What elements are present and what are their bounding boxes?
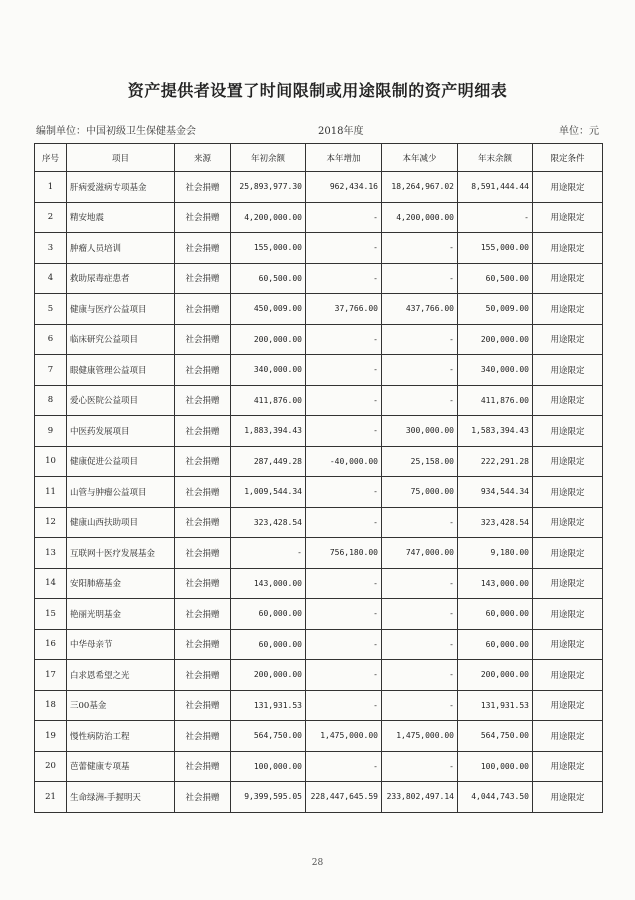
opening-balance-cell: 323,428.54 (231, 507, 306, 538)
restriction-type-cell: 用途限定 (533, 477, 603, 508)
closing-balance-cell: 60,500.00 (458, 263, 533, 294)
row-index-cell: 11 (35, 477, 67, 508)
table-row (35, 294, 603, 325)
opening-balance-cell: 450,009.00 (231, 294, 306, 325)
restriction-type-cell: 用途限定 (533, 416, 603, 447)
restriction-type-cell: 用途限定 (533, 538, 603, 569)
table-header-row (35, 144, 603, 172)
closing-balance-cell: 50,009.00 (458, 294, 533, 325)
annual-increase-cell: -40,000.00 (306, 446, 382, 477)
project-name-cell: 肿瘤人员培训 (67, 233, 175, 264)
annual-decrease-cell: - (382, 385, 458, 416)
table-row (35, 629, 603, 660)
restriction-type-cell: 用途限定 (533, 782, 603, 813)
header-opening-balance: 年初余额 (231, 144, 306, 172)
annual-increase-cell: - (306, 660, 382, 691)
opening-balance-cell: 200,000.00 (231, 324, 306, 355)
restriction-type-cell: 用途限定 (533, 294, 603, 325)
restriction-type-cell: 用途限定 (533, 568, 603, 599)
funding-source-cell: 社会捐赠 (175, 538, 231, 569)
closing-balance-cell: 9,180.00 (458, 538, 533, 569)
annual-increase-cell: - (306, 599, 382, 630)
funding-source-cell: 社会捐赠 (175, 751, 231, 782)
header-index: 序号 (35, 144, 67, 172)
project-name-cell: 肝病爱滋病专项基金 (67, 172, 175, 203)
funding-source-cell: 社会捐赠 (175, 568, 231, 599)
funding-source-cell: 社会捐赠 (175, 599, 231, 630)
annual-decrease-cell: - (382, 690, 458, 721)
project-name-cell: 三00基金 (67, 690, 175, 721)
annual-decrease-cell: - (382, 751, 458, 782)
opening-balance-cell: 143,000.00 (231, 568, 306, 599)
opening-balance-cell: 564,750.00 (231, 721, 306, 752)
closing-balance-cell: - (458, 202, 533, 233)
funding-source-cell: 社会捐赠 (175, 385, 231, 416)
annual-decrease-cell: 75,000.00 (382, 477, 458, 508)
annual-increase-cell: - (306, 690, 382, 721)
closing-balance-cell: 8,591,444.44 (458, 172, 533, 203)
annual-decrease-cell: 25,158.00 (382, 446, 458, 477)
closing-balance-cell: 200,000.00 (458, 660, 533, 691)
project-name-cell: 生命绿洲-手握明天 (67, 782, 175, 813)
row-index-cell: 3 (35, 233, 67, 264)
project-name-cell: 爱心医院公益项目 (67, 385, 175, 416)
funding-source-cell: 社会捐赠 (175, 324, 231, 355)
table-row (35, 233, 603, 264)
funding-source-cell: 社会捐赠 (175, 172, 231, 203)
annual-increase-cell: - (306, 233, 382, 264)
annual-increase-cell: - (306, 202, 382, 233)
annual-increase-cell: 962,434.16 (306, 172, 382, 203)
annual-increase-cell: - (306, 263, 382, 294)
annual-increase-cell: - (306, 629, 382, 660)
table-row (35, 538, 603, 569)
funding-source-cell: 社会捐赠 (175, 721, 231, 752)
annual-increase-cell: 37,766.00 (306, 294, 382, 325)
annual-decrease-cell: - (382, 507, 458, 538)
annual-decrease-cell: - (382, 629, 458, 660)
closing-balance-cell: 131,931.53 (458, 690, 533, 721)
table-row (35, 172, 603, 203)
project-name-cell: 健康促进公益项目 (67, 446, 175, 477)
table-row (35, 507, 603, 538)
header-restriction: 限定条件 (533, 144, 603, 172)
annual-decrease-cell: - (382, 324, 458, 355)
row-index-cell: 4 (35, 263, 67, 294)
opening-balance-cell: 1,009,544.34 (231, 477, 306, 508)
closing-balance-cell: 4,044,743.50 (458, 782, 533, 813)
funding-source-cell: 社会捐赠 (175, 233, 231, 264)
annual-decrease-cell: - (382, 599, 458, 630)
annual-decrease-cell: 18,264,967.02 (382, 172, 458, 203)
row-index-cell: 12 (35, 507, 67, 538)
row-index-cell: 17 (35, 660, 67, 691)
project-name-cell: 健康与医疗公益项目 (67, 294, 175, 325)
project-name-cell: 眼健康管理公益项目 (67, 355, 175, 386)
opening-balance-cell: 9,399,595.05 (231, 782, 306, 813)
table-row (35, 202, 603, 233)
restricted-assets-table (34, 143, 603, 813)
table-row (35, 782, 603, 813)
annual-increase-cell: - (306, 751, 382, 782)
funding-source-cell: 社会捐赠 (175, 690, 231, 721)
annual-increase-cell: - (306, 385, 382, 416)
row-index-cell: 2 (35, 202, 67, 233)
table-row (35, 568, 603, 599)
funding-source-cell: 社会捐赠 (175, 477, 231, 508)
restriction-type-cell: 用途限定 (533, 599, 603, 630)
annual-increase-cell: - (306, 355, 382, 386)
project-name-cell: 艳丽光明基金 (67, 599, 175, 630)
opening-balance-cell: 411,876.00 (231, 385, 306, 416)
project-name-cell: 白求恩希望之光 (67, 660, 175, 691)
annual-decrease-cell: 1,475,000.00 (382, 721, 458, 752)
opening-balance-cell: - (231, 538, 306, 569)
row-index-cell: 21 (35, 782, 67, 813)
annual-decrease-cell: 300,000.00 (382, 416, 458, 447)
row-index-cell: 14 (35, 568, 67, 599)
annual-decrease-cell: - (382, 233, 458, 264)
funding-source-cell: 社会捐赠 (175, 782, 231, 813)
restriction-type-cell: 用途限定 (533, 263, 603, 294)
table-row (35, 477, 603, 508)
table-row (35, 690, 603, 721)
restriction-type-cell: 用途限定 (533, 751, 603, 782)
table-row (35, 355, 603, 386)
closing-balance-cell: 564,750.00 (458, 721, 533, 752)
project-name-cell: 芭蕾健康专项基 (67, 751, 175, 782)
opening-balance-cell: 155,000.00 (231, 233, 306, 264)
header-decrease: 本年减少 (382, 144, 458, 172)
closing-balance-cell: 411,876.00 (458, 385, 533, 416)
restriction-type-cell: 用途限定 (533, 507, 603, 538)
restriction-type-cell: 用途限定 (533, 385, 603, 416)
closing-balance-cell: 222,291.28 (458, 446, 533, 477)
annual-increase-cell: - (306, 477, 382, 508)
restriction-type-cell: 用途限定 (533, 324, 603, 355)
restriction-type-cell: 用途限定 (533, 629, 603, 660)
page-title: 资产提供者设置了时间限制或用途限制的资产明细表 (127, 81, 508, 100)
funding-source-cell: 社会捐赠 (175, 416, 231, 447)
currency-unit-label: 单位：元 (559, 126, 599, 137)
header-closing-balance: 年末余额 (458, 144, 533, 172)
header-increase: 本年增加 (306, 144, 382, 172)
row-index-cell: 7 (35, 355, 67, 386)
header-project: 项目 (67, 144, 175, 172)
row-index-cell: 15 (35, 599, 67, 630)
annual-decrease-cell: - (382, 568, 458, 599)
project-name-cell: 健康山西扶助项目 (67, 507, 175, 538)
restriction-type-cell: 用途限定 (533, 690, 603, 721)
restriction-type-cell: 用途限定 (533, 202, 603, 233)
closing-balance-cell: 155,000.00 (458, 233, 533, 264)
table-row (35, 599, 603, 630)
table-row (35, 660, 603, 691)
row-index-cell: 18 (35, 690, 67, 721)
header-source: 来源 (175, 144, 231, 172)
row-index-cell: 9 (35, 416, 67, 447)
opening-balance-cell: 200,000.00 (231, 660, 306, 691)
closing-balance-cell: 934,544.34 (458, 477, 533, 508)
row-index-cell: 6 (35, 324, 67, 355)
funding-source-cell: 社会捐赠 (175, 507, 231, 538)
table-row (35, 446, 603, 477)
opening-balance-cell: 340,000.00 (231, 355, 306, 386)
opening-balance-cell: 1,883,394.43 (231, 416, 306, 447)
closing-balance-cell: 340,000.00 (458, 355, 533, 386)
opening-balance-cell: 287,449.28 (231, 446, 306, 477)
opening-balance-cell: 60,000.00 (231, 629, 306, 660)
funding-source-cell: 社会捐赠 (175, 446, 231, 477)
table-row (35, 721, 603, 752)
row-index-cell: 5 (35, 294, 67, 325)
closing-balance-cell: 200,000.00 (458, 324, 533, 355)
project-name-cell: 救助尿毒症患者 (67, 263, 175, 294)
annual-increase-cell: 1,475,000.00 (306, 721, 382, 752)
restriction-type-cell: 用途限定 (533, 721, 603, 752)
annual-decrease-cell: - (382, 660, 458, 691)
table-row (35, 324, 603, 355)
opening-balance-cell: 131,931.53 (231, 690, 306, 721)
annual-decrease-cell: 4,200,000.00 (382, 202, 458, 233)
annual-increase-cell: - (306, 568, 382, 599)
restriction-type-cell: 用途限定 (533, 172, 603, 203)
opening-balance-cell: 25,893,977.30 (231, 172, 306, 203)
organization-label: 编制单位：中国初级卫生保健基金会 (36, 126, 196, 137)
closing-balance-cell: 100,000.00 (458, 751, 533, 782)
funding-source-cell: 社会捐赠 (175, 263, 231, 294)
table-row (35, 385, 603, 416)
opening-balance-cell: 60,000.00 (231, 599, 306, 630)
row-index-cell: 16 (35, 629, 67, 660)
project-name-cell: 安阳肺癌基金 (67, 568, 175, 599)
opening-balance-cell: 100,000.00 (231, 751, 306, 782)
table-row (35, 263, 603, 294)
table-row (35, 751, 603, 782)
funding-source-cell: 社会捐赠 (175, 202, 231, 233)
opening-balance-cell: 4,200,000.00 (231, 202, 306, 233)
project-name-cell: 山管与肿瘤公益项目 (67, 477, 175, 508)
restriction-type-cell: 用途限定 (533, 446, 603, 477)
table-row (35, 416, 603, 447)
annual-increase-cell: - (306, 507, 382, 538)
fiscal-year-label: 2018年度 (318, 126, 364, 137)
closing-balance-cell: 143,000.00 (458, 568, 533, 599)
annual-decrease-cell: 233,802,497.14 (382, 782, 458, 813)
row-index-cell: 1 (35, 172, 67, 203)
annual-increase-cell: 756,180.00 (306, 538, 382, 569)
annual-increase-cell: - (306, 416, 382, 447)
project-name-cell: 精安地震 (67, 202, 175, 233)
restriction-type-cell: 用途限定 (533, 355, 603, 386)
row-index-cell: 19 (35, 721, 67, 752)
restriction-type-cell: 用途限定 (533, 660, 603, 691)
funding-source-cell: 社会捐赠 (175, 660, 231, 691)
project-name-cell: 中医药发展项目 (67, 416, 175, 447)
restriction-type-cell: 用途限定 (533, 233, 603, 264)
funding-source-cell: 社会捐赠 (175, 629, 231, 660)
annual-decrease-cell: 747,000.00 (382, 538, 458, 569)
annual-increase-cell: 228,447,645.59 (306, 782, 382, 813)
annual-decrease-cell: - (382, 263, 458, 294)
closing-balance-cell: 1,583,394.43 (458, 416, 533, 447)
project-name-cell: 临床研究公益项目 (67, 324, 175, 355)
row-index-cell: 20 (35, 751, 67, 782)
row-index-cell: 8 (35, 385, 67, 416)
row-index-cell: 13 (35, 538, 67, 569)
project-name-cell: 互联网十医疗发展基金 (67, 538, 175, 569)
page-number: 28 (311, 858, 324, 868)
closing-balance-cell: 60,000.00 (458, 599, 533, 630)
row-index-cell: 10 (35, 446, 67, 477)
closing-balance-cell: 323,428.54 (458, 507, 533, 538)
funding-source-cell: 社会捐赠 (175, 294, 231, 325)
project-name-cell: 慢性病防治工程 (67, 721, 175, 752)
annual-increase-cell: - (306, 324, 382, 355)
annual-decrease-cell: - (382, 355, 458, 386)
closing-balance-cell: 60,000.00 (458, 629, 533, 660)
opening-balance-cell: 60,500.00 (231, 263, 306, 294)
project-name-cell: 中华母亲节 (67, 629, 175, 660)
annual-decrease-cell: 437,766.00 (382, 294, 458, 325)
funding-source-cell: 社会捐赠 (175, 355, 231, 386)
